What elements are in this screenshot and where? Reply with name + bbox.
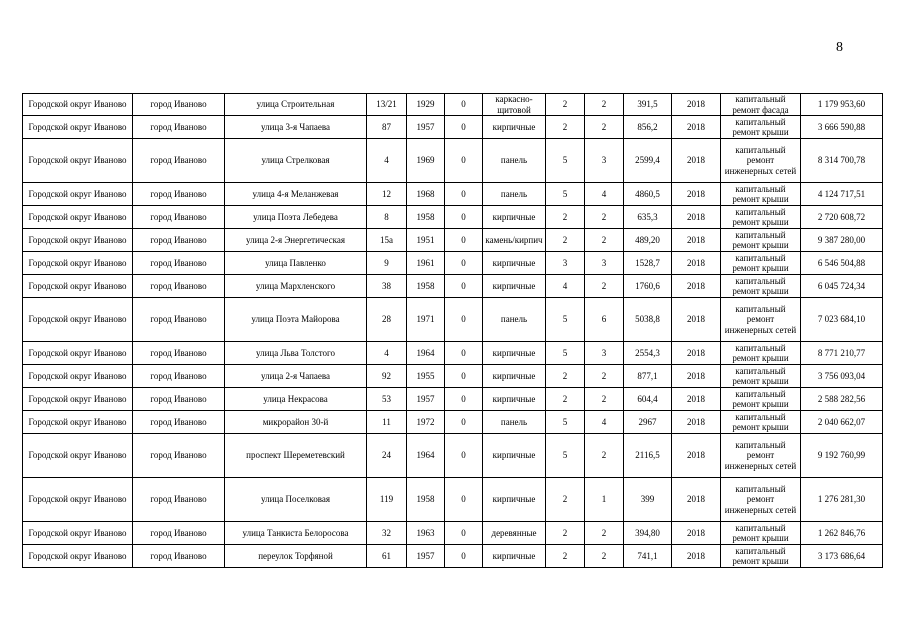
street-cell: улица 4-я Меланжевая <box>225 183 367 206</box>
work-type-cell: капитальный ремонт инженерных сетей <box>721 434 801 478</box>
work-type-cell: капитальный ремонт крыши <box>721 229 801 252</box>
table-row <box>23 183 883 206</box>
street-cell: улица Некрасова <box>225 388 367 411</box>
floors-cell: 5 <box>546 298 585 342</box>
house-number-cell: 38 <box>367 275 407 298</box>
build-year-cell: 1969 <box>407 139 445 183</box>
zero-cell: 0 <box>445 139 483 183</box>
entrances-cell: 2 <box>585 116 624 139</box>
area-cell: 2554,3 <box>624 342 672 365</box>
street-cell: улица Поэта Лебедева <box>225 206 367 229</box>
floors-cell: 2 <box>546 388 585 411</box>
table-row <box>23 275 883 298</box>
house-number-cell: 32 <box>367 522 407 545</box>
floors-cell: 2 <box>546 545 585 568</box>
wall-material-cell: каркасно-щитовой <box>483 94 546 116</box>
zero-cell: 0 <box>445 94 483 116</box>
plan-year-cell: 2018 <box>672 229 721 252</box>
street-cell: улица Поселковая <box>225 478 367 522</box>
work-type-cell: капитальный ремонт крыши <box>721 116 801 139</box>
wall-material-cell: кирпичные <box>483 388 546 411</box>
entrances-cell: 2 <box>585 229 624 252</box>
zero-cell: 0 <box>445 545 483 568</box>
street-cell: улица Мархленского <box>225 275 367 298</box>
street-cell: улица Танкиста Белоросова <box>225 522 367 545</box>
wall-material-cell: кирпичные <box>483 206 546 229</box>
floors-cell: 2 <box>546 478 585 522</box>
entrances-cell: 4 <box>585 183 624 206</box>
build-year-cell: 1971 <box>407 298 445 342</box>
cost-cell: 7 023 684,10 <box>801 298 883 342</box>
wall-material-cell: кирпичные <box>483 434 546 478</box>
house-number-cell: 15а <box>367 229 407 252</box>
entrances-cell: 2 <box>585 365 624 388</box>
table-row <box>23 116 883 139</box>
zero-cell: 0 <box>445 229 483 252</box>
cost-cell: 1 179 953,60 <box>801 94 883 116</box>
table-row <box>23 365 883 388</box>
build-year-cell: 1964 <box>407 342 445 365</box>
plan-year-cell: 2018 <box>672 411 721 434</box>
area-cell: 399 <box>624 478 672 522</box>
repair-registry-table <box>22 93 883 568</box>
city-cell: город Иваново <box>133 298 225 342</box>
street-cell: улица Поэта Майорова <box>225 298 367 342</box>
build-year-cell: 1961 <box>407 252 445 275</box>
work-type-cell: капитальный ремонт крыши <box>721 275 801 298</box>
plan-year-cell: 2018 <box>672 365 721 388</box>
cost-cell: 1 276 281,30 <box>801 478 883 522</box>
house-number-cell: 4 <box>367 139 407 183</box>
work-type-cell: капитальный ремонт крыши <box>721 411 801 434</box>
cost-cell: 2 720 608,72 <box>801 206 883 229</box>
area-cell: 2967 <box>624 411 672 434</box>
wall-material-cell: кирпичные <box>483 116 546 139</box>
zero-cell: 0 <box>445 206 483 229</box>
floors-cell: 4 <box>546 275 585 298</box>
build-year-cell: 1957 <box>407 388 445 411</box>
wall-material-cell: панель <box>483 139 546 183</box>
entrances-cell: 3 <box>585 139 624 183</box>
work-type-cell: капитальный ремонт крыши <box>721 388 801 411</box>
area-cell: 2599,4 <box>624 139 672 183</box>
district-cell: Городской округ Иваново <box>23 116 133 139</box>
work-type-cell: капитальный ремонт инженерных сетей <box>721 478 801 522</box>
floors-cell: 5 <box>546 434 585 478</box>
build-year-cell: 1968 <box>407 183 445 206</box>
work-type-cell: капитальный ремонт инженерных сетей <box>721 139 801 183</box>
wall-material-cell: кирпичные <box>483 478 546 522</box>
district-cell: Городской округ Иваново <box>23 411 133 434</box>
area-cell: 1528,7 <box>624 252 672 275</box>
district-cell: Городской округ Иваново <box>23 275 133 298</box>
street-cell: переулок Торфяной <box>225 545 367 568</box>
cost-cell: 6 546 504,88 <box>801 252 883 275</box>
area-cell: 1760,6 <box>624 275 672 298</box>
zero-cell: 0 <box>445 478 483 522</box>
zero-cell: 0 <box>445 342 483 365</box>
zero-cell: 0 <box>445 116 483 139</box>
work-type-cell: капитальный ремонт инженерных сетей <box>721 298 801 342</box>
table-row <box>23 478 883 522</box>
zero-cell: 0 <box>445 365 483 388</box>
wall-material-cell: кирпичные <box>483 545 546 568</box>
district-cell: Городской округ Иваново <box>23 252 133 275</box>
floors-cell: 2 <box>546 116 585 139</box>
house-number-cell: 53 <box>367 388 407 411</box>
district-cell: Городской округ Иваново <box>23 183 133 206</box>
plan-year-cell: 2018 <box>672 298 721 342</box>
entrances-cell: 2 <box>585 522 624 545</box>
street-cell: микрорайон 30-й <box>225 411 367 434</box>
area-cell: 489,20 <box>624 229 672 252</box>
zero-cell: 0 <box>445 388 483 411</box>
zero-cell: 0 <box>445 275 483 298</box>
cost-cell: 1 262 846,76 <box>801 522 883 545</box>
district-cell: Городской округ Иваново <box>23 545 133 568</box>
city-cell: город Иваново <box>133 545 225 568</box>
district-cell: Городской округ Иваново <box>23 298 133 342</box>
plan-year-cell: 2018 <box>672 275 721 298</box>
house-number-cell: 24 <box>367 434 407 478</box>
zero-cell: 0 <box>445 252 483 275</box>
work-type-cell: капитальный ремонт крыши <box>721 365 801 388</box>
entrances-cell: 1 <box>585 478 624 522</box>
build-year-cell: 1958 <box>407 206 445 229</box>
table-row <box>23 139 883 183</box>
table-row <box>23 94 883 116</box>
floors-cell: 2 <box>546 206 585 229</box>
table-row <box>23 388 883 411</box>
city-cell: город Иваново <box>133 275 225 298</box>
table-row <box>23 522 883 545</box>
city-cell: город Иваново <box>133 411 225 434</box>
street-cell: улица 2-я Чапаева <box>225 365 367 388</box>
wall-material-cell: кирпичные <box>483 252 546 275</box>
cost-cell: 3 756 093,04 <box>801 365 883 388</box>
area-cell: 604,4 <box>624 388 672 411</box>
city-cell: город Иваново <box>133 342 225 365</box>
table-row <box>23 411 883 434</box>
entrances-cell: 2 <box>585 545 624 568</box>
zero-cell: 0 <box>445 522 483 545</box>
plan-year-cell: 2018 <box>672 342 721 365</box>
work-type-cell: капитальный ремонт фасада <box>721 94 801 116</box>
house-number-cell: 92 <box>367 365 407 388</box>
street-cell: улица Павленко <box>225 252 367 275</box>
district-cell: Городской округ Иваново <box>23 139 133 183</box>
house-number-cell: 8 <box>367 206 407 229</box>
plan-year-cell: 2018 <box>672 116 721 139</box>
plan-year-cell: 2018 <box>672 545 721 568</box>
cost-cell: 8 771 210,77 <box>801 342 883 365</box>
work-type-cell: капитальный ремонт крыши <box>721 522 801 545</box>
work-type-cell: капитальный ремонт крыши <box>721 545 801 568</box>
floors-cell: 2 <box>546 365 585 388</box>
entrances-cell: 2 <box>585 94 624 116</box>
city-cell: город Иваново <box>133 183 225 206</box>
district-cell: Городской округ Иваново <box>23 478 133 522</box>
city-cell: город Иваново <box>133 522 225 545</box>
house-number-cell: 12 <box>367 183 407 206</box>
plan-year-cell: 2018 <box>672 478 721 522</box>
wall-material-cell: кирпичные <box>483 365 546 388</box>
entrances-cell: 2 <box>585 388 624 411</box>
floors-cell: 2 <box>546 522 585 545</box>
district-cell: Городской округ Иваново <box>23 94 133 116</box>
table-row <box>23 252 883 275</box>
city-cell: город Иваново <box>133 365 225 388</box>
page-number: 8 <box>836 40 843 55</box>
city-cell: город Иваново <box>133 139 225 183</box>
plan-year-cell: 2018 <box>672 139 721 183</box>
district-cell: Городской округ Иваново <box>23 342 133 365</box>
floors-cell: 2 <box>546 94 585 116</box>
build-year-cell: 1958 <box>407 478 445 522</box>
zero-cell: 0 <box>445 298 483 342</box>
cost-cell: 3 666 590,88 <box>801 116 883 139</box>
work-type-cell: капитальный ремонт крыши <box>721 206 801 229</box>
wall-material-cell: кирпичные <box>483 275 546 298</box>
zero-cell: 0 <box>445 411 483 434</box>
cost-cell: 9 192 760,99 <box>801 434 883 478</box>
build-year-cell: 1963 <box>407 522 445 545</box>
city-cell: город Иваново <box>133 434 225 478</box>
city-cell: город Иваново <box>133 252 225 275</box>
entrances-cell: 3 <box>585 252 624 275</box>
cost-cell: 8 314 700,78 <box>801 139 883 183</box>
area-cell: 856,2 <box>624 116 672 139</box>
area-cell: 391,5 <box>624 94 672 116</box>
wall-material-cell: панель <box>483 411 546 434</box>
build-year-cell: 1957 <box>407 116 445 139</box>
wall-material-cell: камень/кирпич <box>483 229 546 252</box>
cost-cell: 2 040 662,07 <box>801 411 883 434</box>
zero-cell: 0 <box>445 183 483 206</box>
district-cell: Городской округ Иваново <box>23 434 133 478</box>
build-year-cell: 1972 <box>407 411 445 434</box>
floors-cell: 5 <box>546 342 585 365</box>
area-cell: 4860,5 <box>624 183 672 206</box>
table-row <box>23 545 883 568</box>
house-number-cell: 119 <box>367 478 407 522</box>
city-cell: город Иваново <box>133 116 225 139</box>
entrances-cell: 3 <box>585 342 624 365</box>
city-cell: город Иваново <box>133 206 225 229</box>
floors-cell: 3 <box>546 252 585 275</box>
build-year-cell: 1951 <box>407 229 445 252</box>
table-row <box>23 229 883 252</box>
area-cell: 635,3 <box>624 206 672 229</box>
build-year-cell: 1929 <box>407 94 445 116</box>
house-number-cell: 13/21 <box>367 94 407 116</box>
wall-material-cell: панель <box>483 183 546 206</box>
work-type-cell: капитальный ремонт крыши <box>721 252 801 275</box>
plan-year-cell: 2018 <box>672 434 721 478</box>
floors-cell: 5 <box>546 183 585 206</box>
wall-material-cell: деревянные <box>483 522 546 545</box>
house-number-cell: 9 <box>367 252 407 275</box>
table-row <box>23 298 883 342</box>
cost-cell: 4 124 717,51 <box>801 183 883 206</box>
house-number-cell: 4 <box>367 342 407 365</box>
cost-cell: 2 588 282,56 <box>801 388 883 411</box>
entrances-cell: 2 <box>585 275 624 298</box>
build-year-cell: 1958 <box>407 275 445 298</box>
area-cell: 877,1 <box>624 365 672 388</box>
area-cell: 2116,5 <box>624 434 672 478</box>
cost-cell: 6 045 724,34 <box>801 275 883 298</box>
entrances-cell: 2 <box>585 206 624 229</box>
house-number-cell: 11 <box>367 411 407 434</box>
house-number-cell: 28 <box>367 298 407 342</box>
plan-year-cell: 2018 <box>672 522 721 545</box>
work-type-cell: капитальный ремонт крыши <box>721 342 801 365</box>
work-type-cell: капитальный ремонт крыши <box>721 183 801 206</box>
table-row <box>23 342 883 365</box>
city-cell: город Иваново <box>133 94 225 116</box>
build-year-cell: 1964 <box>407 434 445 478</box>
street-cell: улица 2-я Энергетическая <box>225 229 367 252</box>
district-cell: Городской округ Иваново <box>23 522 133 545</box>
house-number-cell: 61 <box>367 545 407 568</box>
entrances-cell: 6 <box>585 298 624 342</box>
area-cell: 394,80 <box>624 522 672 545</box>
street-cell: улица 3-я Чапаева <box>225 116 367 139</box>
plan-year-cell: 2018 <box>672 388 721 411</box>
street-cell: улица Льва Толстого <box>225 342 367 365</box>
table-row <box>23 434 883 478</box>
district-cell: Городской округ Иваново <box>23 206 133 229</box>
wall-material-cell: кирпичные <box>483 342 546 365</box>
floors-cell: 5 <box>546 139 585 183</box>
district-cell: Городской округ Иваново <box>23 388 133 411</box>
area-cell: 741,1 <box>624 545 672 568</box>
street-cell: улица Стрелковая <box>225 139 367 183</box>
plan-year-cell: 2018 <box>672 94 721 116</box>
wall-material-cell: панель <box>483 298 546 342</box>
house-number-cell: 87 <box>367 116 407 139</box>
build-year-cell: 1957 <box>407 545 445 568</box>
city-cell: город Иваново <box>133 388 225 411</box>
plan-year-cell: 2018 <box>672 252 721 275</box>
city-cell: город Иваново <box>133 229 225 252</box>
street-cell: улица Строительная <box>225 94 367 116</box>
street-cell: проспект Шереметевский <box>225 434 367 478</box>
build-year-cell: 1955 <box>407 365 445 388</box>
floors-cell: 5 <box>546 411 585 434</box>
district-cell: Городской округ Иваново <box>23 229 133 252</box>
district-cell: Городской округ Иваново <box>23 365 133 388</box>
table-row <box>23 206 883 229</box>
zero-cell: 0 <box>445 434 483 478</box>
city-cell: город Иваново <box>133 478 225 522</box>
plan-year-cell: 2018 <box>672 206 721 229</box>
entrances-cell: 4 <box>585 411 624 434</box>
floors-cell: 2 <box>546 229 585 252</box>
cost-cell: 3 173 686,64 <box>801 545 883 568</box>
area-cell: 5038,8 <box>624 298 672 342</box>
cost-cell: 9 387 280,00 <box>801 229 883 252</box>
plan-year-cell: 2018 <box>672 183 721 206</box>
entrances-cell: 2 <box>585 434 624 478</box>
